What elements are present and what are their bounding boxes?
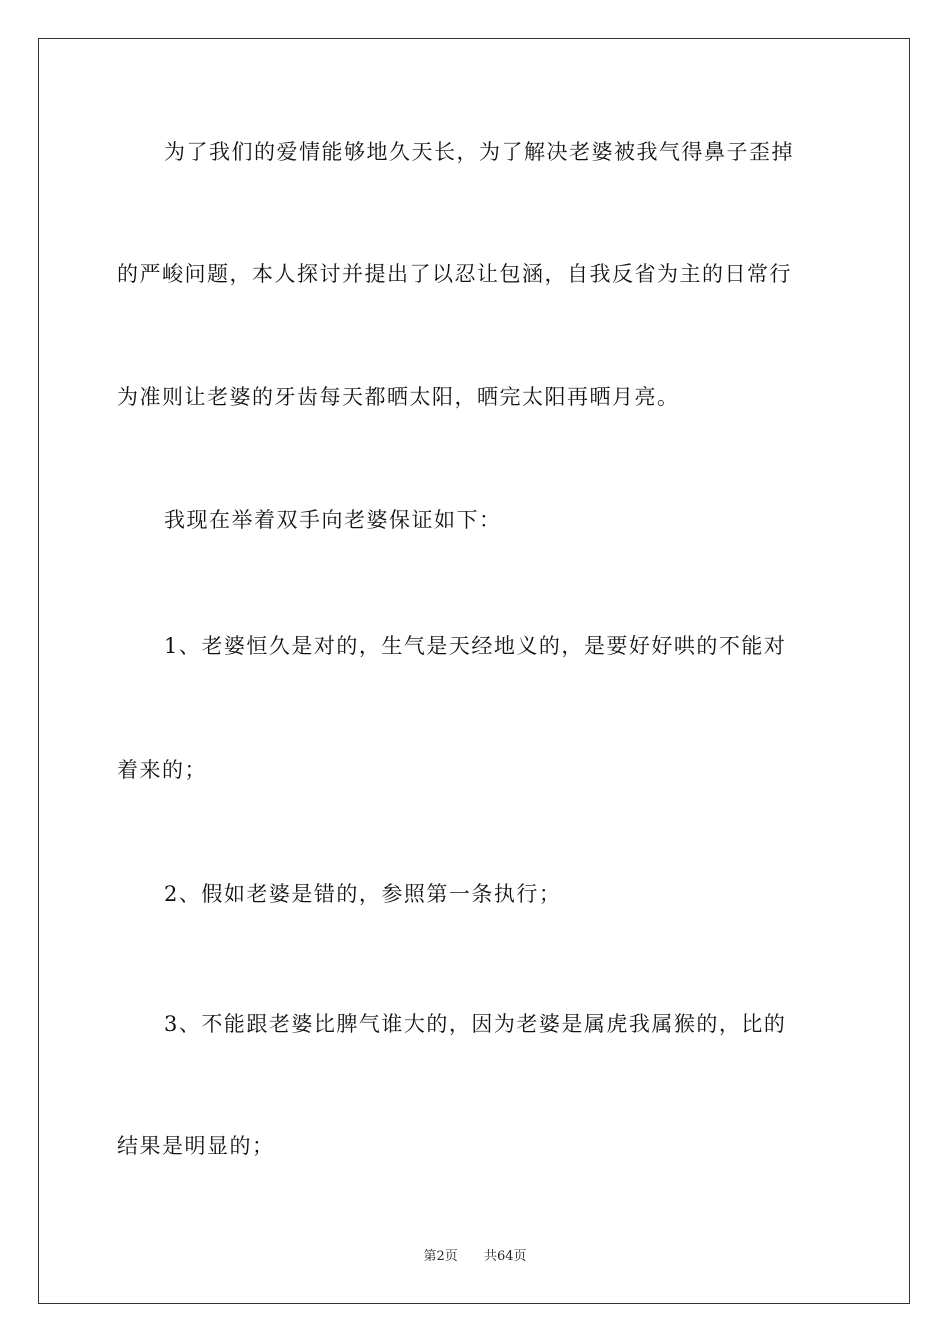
page-footer bbox=[0, 1248, 950, 1266]
paragraph-1-line-2: 的严峻问题，本人探讨并提出了以忍让包涵，自我反省为主的日常行 bbox=[117, 262, 792, 286]
paragraph-1-line-1: 为了我们的爱情能够地久天长，为了解决老婆被我气得鼻子歪掉 bbox=[164, 140, 794, 164]
total-pages: 共64页 bbox=[484, 1249, 527, 1264]
paragraph-4-line-1: 2、假如老婆是错的，参照第一条执行； bbox=[164, 882, 562, 906]
paragraph-1-line-3: 为准则让老婆的牙齿每天都晒太阳，晒完太阳再晒月亮。 bbox=[117, 385, 680, 409]
paragraph-5-line-1: 3、不能跟老婆比脾气谁大的，因为老婆是属虎我属猴的，比的 bbox=[164, 1012, 787, 1036]
paragraph-3-line-2: 着来的； bbox=[117, 758, 207, 782]
page-border bbox=[38, 38, 910, 1304]
paragraph-5-line-2: 结果是明显的； bbox=[117, 1134, 275, 1158]
paragraph-3-line-1: 1、老婆恒久是对的，生气是天经地义的，是要好好哄的不能对 bbox=[164, 634, 787, 658]
page-number: 第2页 bbox=[423, 1249, 458, 1264]
paragraph-2-line-1: 我现在举着双手向老婆保证如下： bbox=[164, 508, 502, 532]
